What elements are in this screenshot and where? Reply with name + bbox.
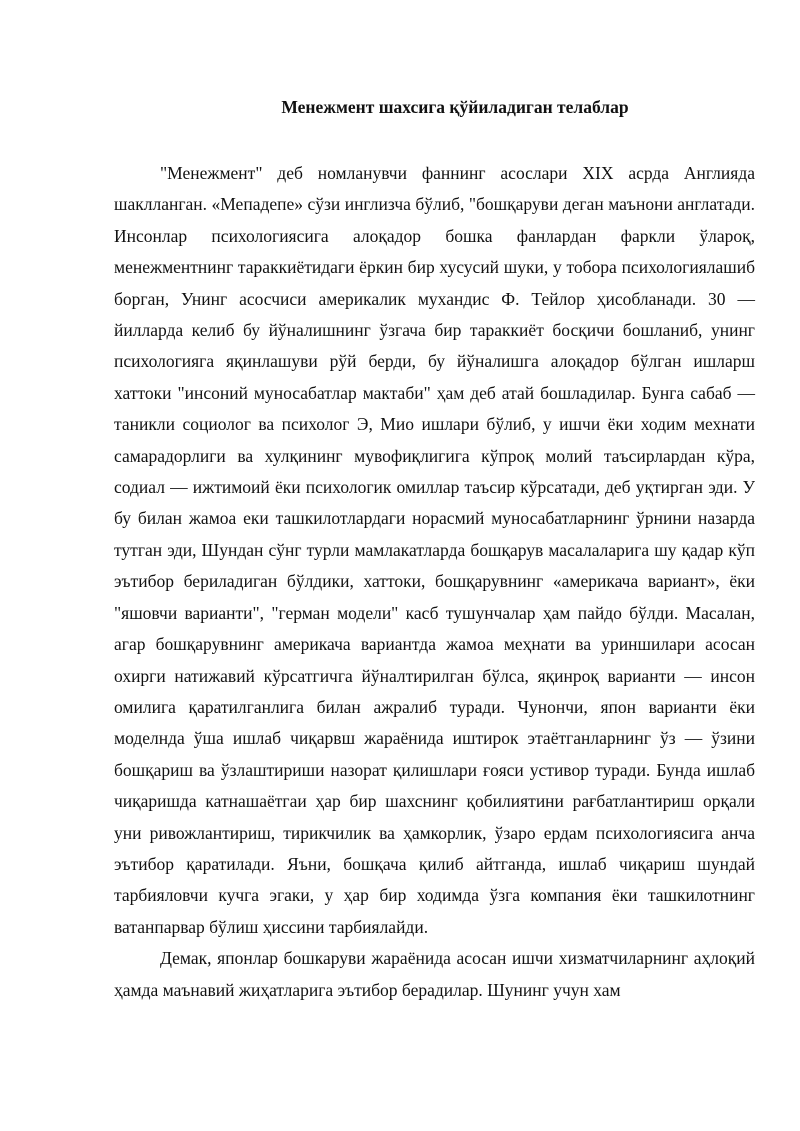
paragraph-2: Демак, японлар бошкаруви жараёнида асосан ишчи хизматчиларнинг аҳлоқий ҳамда маънавий жиҳатларига эътибор берадилар. Шунинг учун хам <box>114 948 755 1000</box>
document-body <box>114 158 755 1006</box>
paragraph-1: "Менежмент" деб номланувчи фаннинг асослари XIX асрда Англияда шаклланган. «Мепадепе» сўзи инглизча бўлиб, "бошқаруви деган маънони англатади. Инсонлар психологиясига алоқадор бошка фанлардан фаркли ўлароқ, менежментнинг тараккиётидаги ёркин бир хусусий шуки, у тобора психологиялашиб борган, Унинг асосчиси америкалик мухандис Ф. Тейлор ҳисобланади. 30 — йилларда келиб бу йўналишнинг ўзгача бир тараккиёт босқичи бошланиб, унинг психологияга яқинлашуви рўй берди, бу йўналишга алоқадор бўлган ишларш хаттоки "инсоний муносабатлар мактаби" ҳам деб атай бошладилар. Бунга сабаб — таникли социолог ва психолог Э, Мио ишлари бўлиб, у ишчи ёки ходим мехнати самарадорлиги ва хулқининг мувофиқлигига кўпроқ молий таъсирлардан кўра, содиал — ижтимоий ёки психологик омиллар таъсир кўрсатади, деб уқтирган эди. У бу билан жамоа еки ташкилотлардаги норасмий муносабатларнинг ўрнини назарда тутган эди, Шундан сўнг турли мамлакатларда бошқарув масалаларига шу қадар кўп эътибор бериладиган бўлдики, хаттоки, бошқарувнинг «америкача вариант», ёки "яшовчи варианти", "герман модели" касб тушунчалар ҳам пайдо бўлди. Масалан, агар бошқарувнинг америкача вариантда жамоа меҳнати ва уриншилари асосан охирги натижавий кўрсатгичга йўналтирилган бўлса, яқинроқ варианти — инсон омилига қаратилганлига билан ажралиб туради. Чунончи, япон варианти ёки моделнда ўша ишлаб чиқарвш жараёнида иштирок этаётганларнинг ўз — ўзини бошқариш ва ўзлаштириши назорат қилишлари ғояси устивор туради. Бунда ишлаб чиқаришда катнашаётгаи ҳар бир шахснинг қобилиятини рағбатлантириш орқали уни ривожлантириш, тирикчилик ва ҳамкорлик, ўзаро ердам психологиясига анча эътибор қаратилади. Яъни, бошқача қилиб айтганда, ишлаб чиқариш шундай тарбияловчи кучга эгаки, у ҳар бир ходимда ўзга компания ёки ташкилотнинг ватанпарвар бўлиш ҳиссини тарбиялайди. <box>114 163 755 937</box>
document-title: Менежмент шахсига қўйиладиган телаблар <box>281 97 629 117</box>
